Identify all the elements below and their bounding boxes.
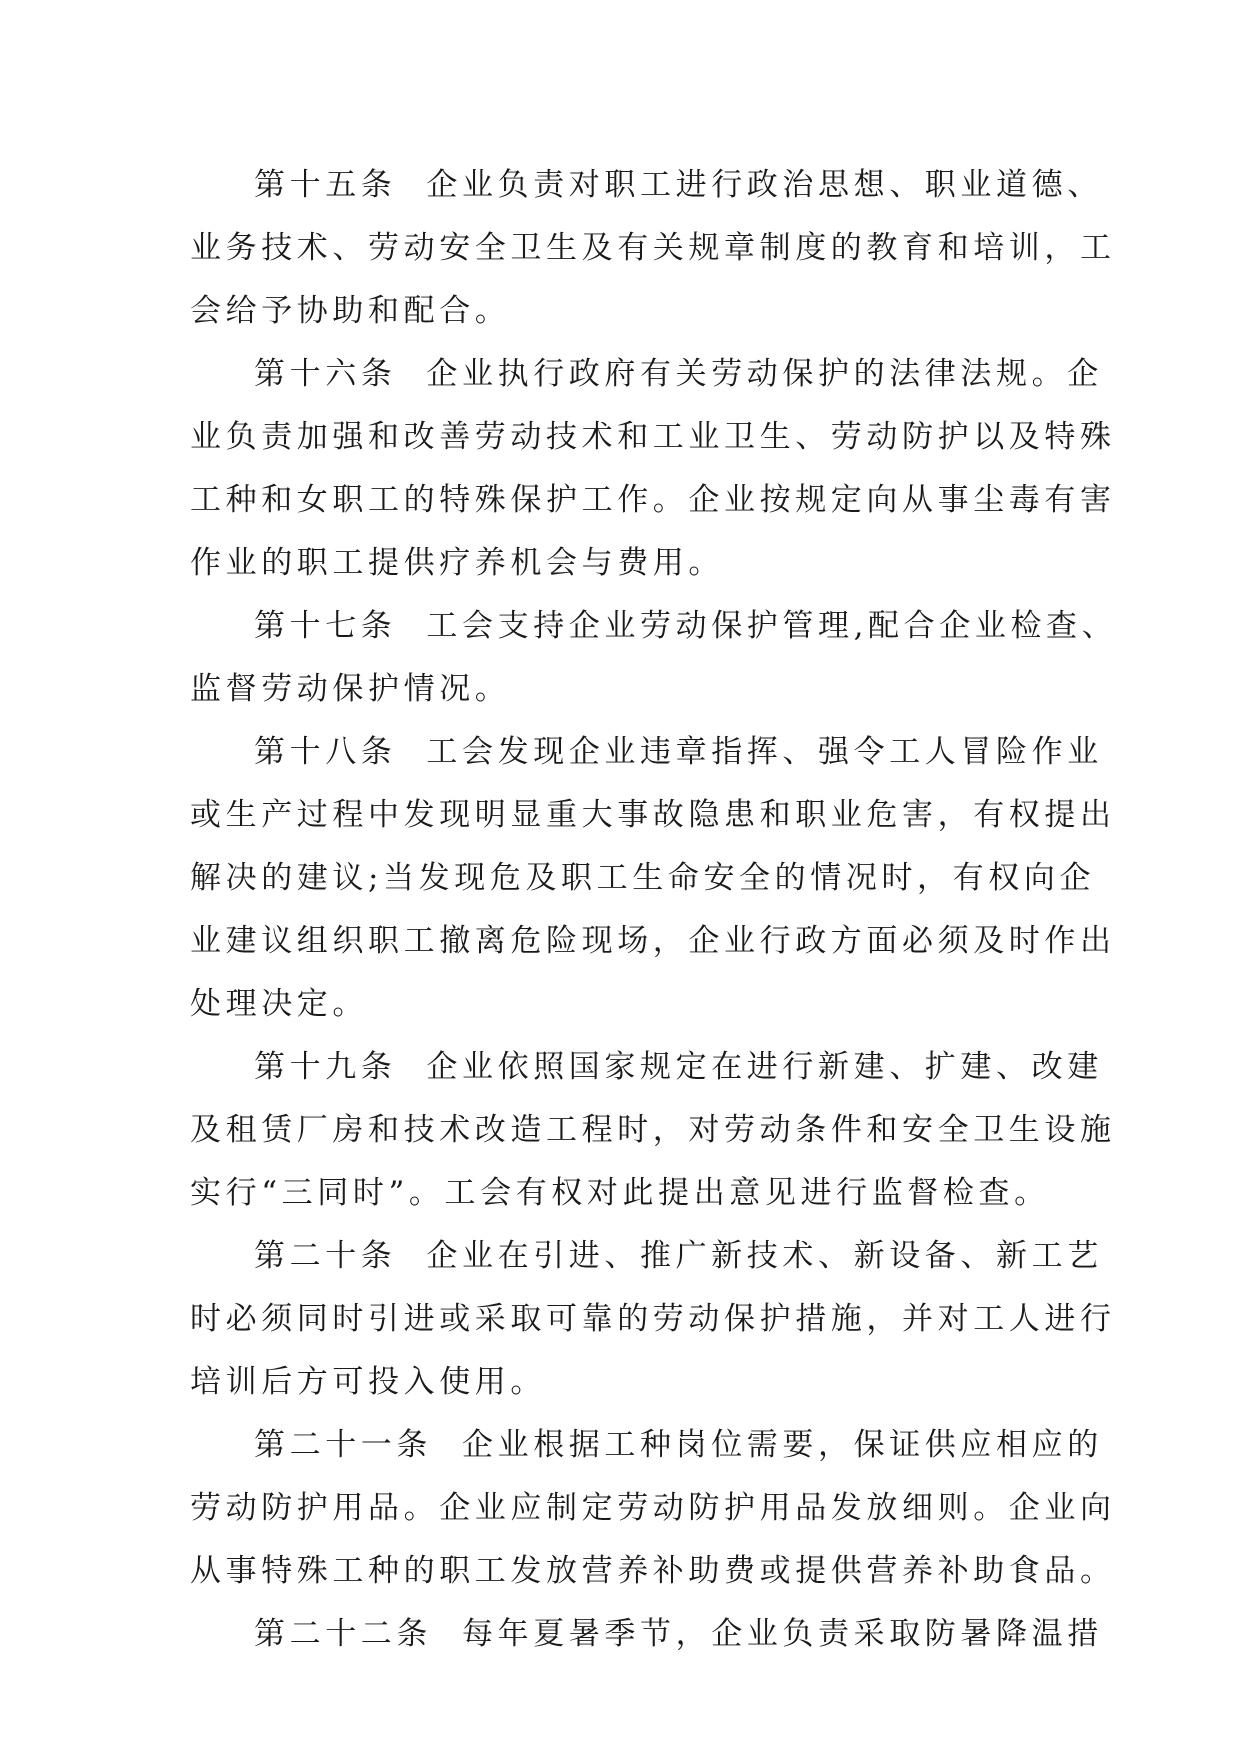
article-line: 作业的职工提供疗养机会与费用。 bbox=[190, 545, 724, 581]
article-line: 业务技术、劳动安全卫生及有关规章制度的教育和培训，工 bbox=[190, 230, 1116, 266]
article-18 bbox=[190, 721, 1116, 1036]
article-16 bbox=[190, 343, 1116, 595]
article-text: 工会发现企业违章指挥、强令工人冒险作业 bbox=[426, 734, 1103, 770]
article-line bbox=[190, 1603, 1103, 1666]
article-line bbox=[190, 1036, 1103, 1099]
article-15 bbox=[190, 154, 1116, 343]
article-number: 第二十条 bbox=[254, 1238, 397, 1274]
article-21 bbox=[190, 1414, 1116, 1603]
article-line: 从事特殊工种的职工发放营养补助费或提供营养补助食品。 bbox=[190, 1553, 1116, 1589]
article-20 bbox=[190, 1225, 1116, 1414]
article-text: 企业依照国家规定在进行新建、扩建、改建 bbox=[426, 1049, 1103, 1085]
article-line: 处理决定。 bbox=[190, 986, 368, 1022]
article-text: 企业负责对职工进行政治思想、职业道德、 bbox=[426, 167, 1103, 203]
article-line bbox=[190, 1225, 1103, 1288]
article-number: 第二十一条 bbox=[254, 1427, 432, 1463]
article-line bbox=[190, 595, 1118, 658]
article-17 bbox=[190, 595, 1118, 721]
article-text: 每年夏暑季节，企业负责采取防暑降温措 bbox=[462, 1616, 1103, 1652]
article-number: 第十七条 bbox=[254, 608, 397, 644]
article-line: 工种和女职工的特殊保护工作。企业按规定向从事尘毒有害 bbox=[190, 482, 1116, 518]
article-text: 企业执行政府有关劳动保护的法律法规。企 bbox=[426, 356, 1103, 392]
article-number: 第十九条 bbox=[254, 1049, 397, 1085]
article-line: 培训后方可投入使用。 bbox=[190, 1364, 546, 1400]
article-line: 业建议组织职工撤离危险现场，企业行政方面必须及时作出 bbox=[190, 923, 1116, 959]
article-number: 第十八条 bbox=[254, 734, 397, 770]
article-line: 解决的建议;当发现危及职工生命安全的情况时，有权向企 bbox=[190, 860, 1096, 896]
article-number: 第二十二条 bbox=[254, 1616, 432, 1652]
article-number: 第十六条 bbox=[254, 356, 397, 392]
article-line: 业负责加强和改善劳动技术和工业卫生、劳动防护以及特殊 bbox=[190, 419, 1116, 455]
article-line: 或生产过程中发现明显重大事故隐患和职业危害，有权提出 bbox=[190, 797, 1116, 833]
article-line: 及租赁厂房和技术改造工程时，对劳动条件和安全卫生设施 bbox=[190, 1112, 1116, 1148]
article-line: 劳动防护用品。企业应制定劳动防护用品发放细则。企业向 bbox=[190, 1490, 1116, 1526]
article-number: 第十五条 bbox=[254, 167, 397, 203]
article-line: 实行“三同时”。工会有权对此提出意见进行监督检查。 bbox=[190, 1175, 1050, 1211]
article-line: 监督劳动保护情况。 bbox=[190, 671, 511, 707]
article-line bbox=[190, 1414, 1103, 1477]
article-line bbox=[190, 154, 1103, 217]
article-line: 时必须同时引进或采取可靠的劳动保护措施，并对工人进行 bbox=[190, 1301, 1116, 1337]
article-text: 企业根据工种岗位需要，保证供应相应的 bbox=[462, 1427, 1103, 1463]
article-text: 工会支持企业劳动保护管理,配合企业检查、 bbox=[426, 608, 1118, 644]
article-19 bbox=[190, 1036, 1116, 1225]
article-line: 会给予协助和配合。 bbox=[190, 293, 511, 329]
article-line bbox=[190, 343, 1103, 406]
article-text: 企业在引进、推广新技术、新设备、新工艺 bbox=[426, 1238, 1103, 1274]
article-22 bbox=[190, 1603, 1103, 1666]
document-body bbox=[190, 154, 1118, 1666]
article-line bbox=[190, 721, 1103, 784]
